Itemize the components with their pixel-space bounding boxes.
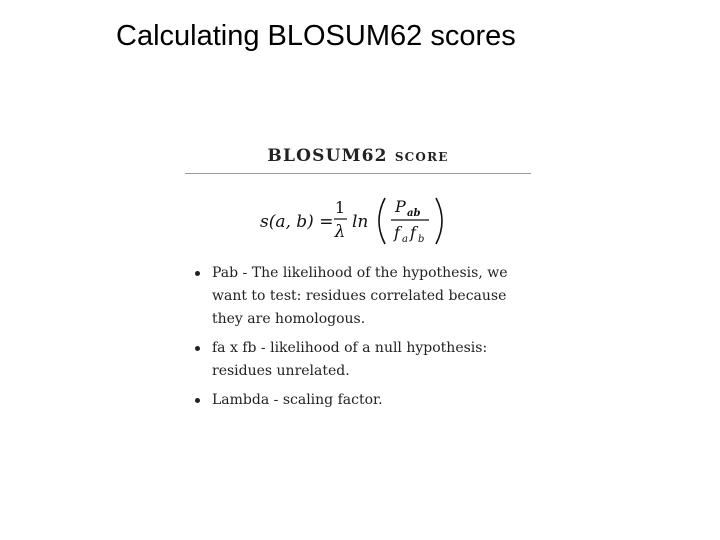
definition-list (195, 262, 531, 418)
bullet-icon (195, 271, 200, 276)
formula-ratio-numerator-sub: ab (407, 208, 421, 219)
formula-ratio-denominator-1-sub: a (402, 234, 408, 245)
blosum-formula (257, 192, 457, 252)
bullet-text: Lambda - scaling factor. (212, 392, 383, 408)
bullet-icon (195, 346, 200, 351)
formula-lhs: s(a, b) = (260, 212, 334, 232)
slide-title: Calculating BLOSUM62 scores (116, 20, 516, 52)
formula-coef-denominator: λ (334, 222, 346, 242)
list-item (195, 262, 531, 331)
formula-coef-numerator: 1 (334, 198, 346, 217)
heading-divider (185, 173, 531, 174)
card-heading: BLOSUM62 score (267, 146, 449, 166)
formula-ratio-denominator-2-sub: b (418, 234, 425, 245)
bullet-icon (195, 398, 200, 403)
formula-ratio-denominator-1: f (394, 223, 400, 242)
bullet-text: fa x fb - likelihood of a null hypothesis: residues unrelated. (212, 340, 488, 379)
formula-ratio-denominator-2: f (410, 223, 416, 242)
list-item (195, 389, 531, 412)
bullet-text: Pab - The likelihood of the hypothesis, we want to test: residues correlated because they are homologous. (212, 265, 508, 327)
formula-func: ln (352, 212, 369, 232)
formula-left-paren (379, 198, 385, 244)
formula-card (185, 140, 531, 420)
formula-ratio-numerator: P (395, 197, 406, 216)
list-item (195, 337, 531, 383)
formula-right-paren (436, 198, 442, 244)
